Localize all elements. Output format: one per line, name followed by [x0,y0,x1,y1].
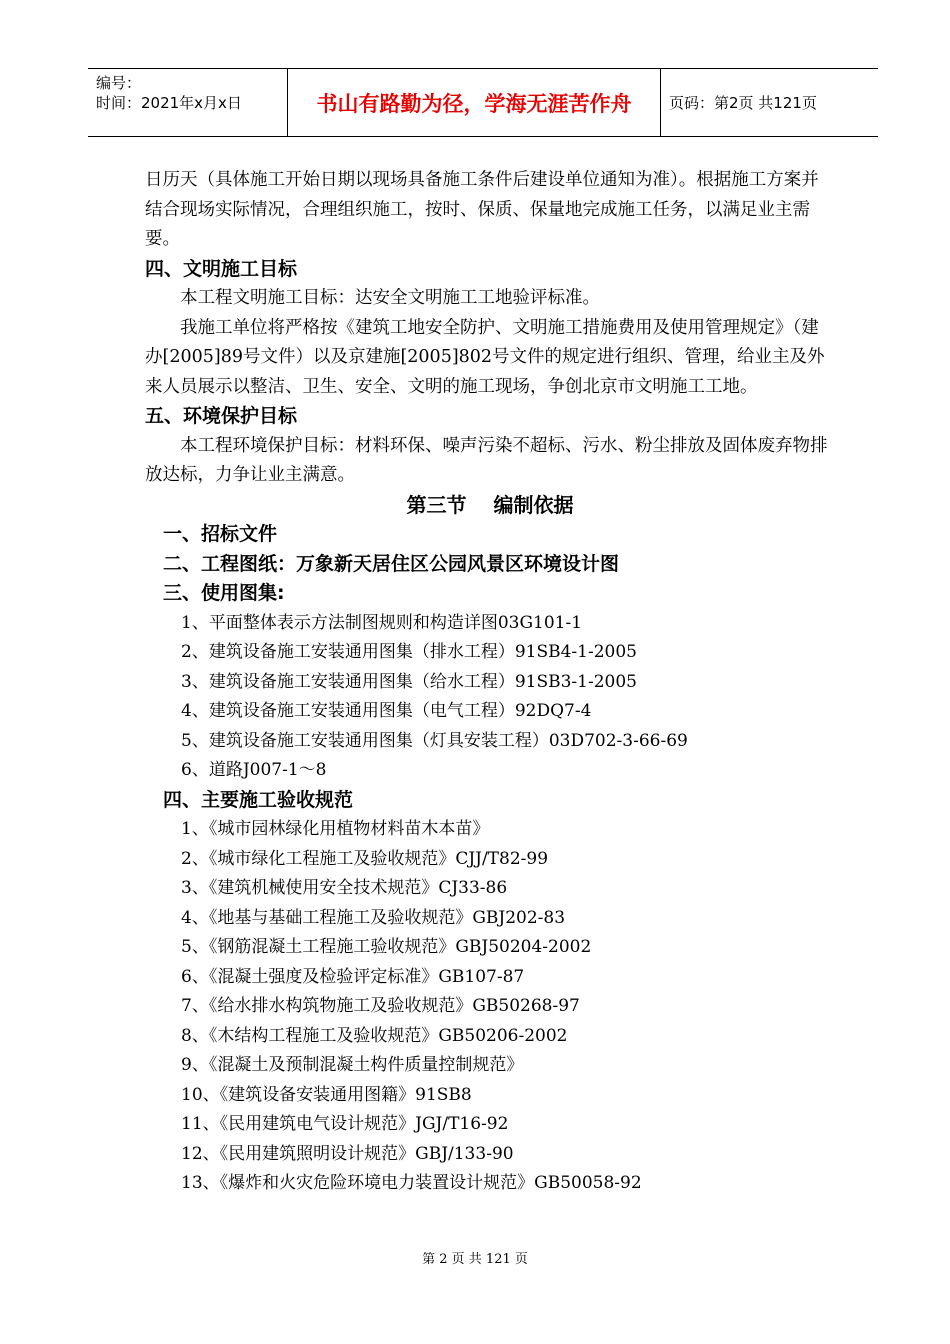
list-item: 3、建筑设备施工安装通用图集（给水工程）91SB3-1-2005 [181,671,637,692]
list-item: 6、《混凝土强度及检验评定标准》GB107-87 [181,966,525,987]
time-label: 时间：2021年x月x日 [96,94,242,112]
page-footer: 第 2 页 共 121 页 [422,1252,528,1267]
document-body [145,166,835,1199]
page-header [88,68,878,137]
list-item: 1、《城市园林绿化用植物材料苗木本苗》 [181,819,490,839]
chapter3-heading-4: 四、主要施工验收规范 [163,788,354,811]
number-label: 编号： [96,74,142,92]
section4-title: 四、文明施工目标 [145,257,298,280]
list-item: 3、《建筑机械使用安全技术规范》CJ33-86 [181,878,508,898]
list-item: 2、建筑设备施工安装通用图集（排水工程）91SB4-1-2005 [181,642,637,662]
section4-paragraph-1: 本工程文明施工目标：达安全文明施工工地验评标准。 [180,288,600,308]
list-item: 4、《地基与基础工程施工及验收规范》GBJ202-83 [181,907,566,928]
specs-list [145,815,835,1199]
chapter3-heading-2: 二、工程图纸：万象新天居住区公园风景区环境设计图 [163,552,620,575]
section5-title: 五、环境保护目标 [145,405,298,427]
list-item: 4、建筑设备施工安装通用图集（电气工程）92DQ7-4 [181,701,592,721]
list-item: 7、《给水排水构筑物施工及验收规范》GB50268-97 [181,996,580,1016]
header-motto: 书山有路勤为径，学海无涯苦作舟 [288,69,661,136]
chapter3-title: 第三节 编制依据 [406,492,574,517]
list-item: 13、《爆炸和火灾危险环境电力装置设计规范》GB50058-92 [181,1173,642,1193]
intro-paragraph: 日历天（具体施工开始日期以现场具备施工条件后建设单位通知为准）。根据施工方案并结合现场实际情况，合理组织施工，按时、保质、保量地完成施工任务，以满足业主需要。 [145,170,819,249]
list-item: 12、《民用建筑照明设计规范》GBJ/133-90 [181,1143,514,1164]
header-meta [88,69,288,136]
list-item: 5、《钢筋混凝土工程施工验收规范》GBJ50204-2002 [181,937,592,957]
header-page-info: 页码：第2页 共121页 [669,94,817,112]
list-item: 6、道路J007-1～8 [181,760,327,780]
list-item: 11、《民用建筑电气设计规范》JGJ/T16-92 [181,1114,509,1134]
section4-paragraph-2: 我施工单位将严格按《建筑工地安全防护、文明施工措施费用及使用管理规定》（建办[2005]89号文件）以及京建施[2005]802号文件的规定进行组织、管理，给业主及外来人员展示以整洁、卫生、安全、文明的施工现场，争创北京市文明施工工地。 [145,317,825,397]
chapter3-heading-1: 一、招标文件 [163,523,278,545]
atlas-list [145,609,835,786]
list-item: 2、《城市绿化工程施工及验收规范》CJJ/T82-99 [181,848,549,869]
list-item: 5、建筑设备施工安装通用图集（灯具安装工程）03D702-3-66-69 [181,730,688,751]
section5-paragraph-1: 本工程环境保护目标：材料环保、噪声污染不超标、污水、粉尘排放及固体废弃物排放达标，力争让业主满意。 [145,435,828,485]
list-item: 10、《建筑设备安装通用图籍》91SB8 [181,1084,472,1105]
list-item: 1、平面整体表示方法制图规则和构造详图03G101-1 [181,612,583,633]
list-item: 8、《木结构工程施工及验收规范》GB50206-2002 [181,1025,568,1046]
chapter3-heading-3: 三、使用图集: [163,582,285,604]
list-item: 9、《混凝土及预制混凝土构件质量控制规范》 [181,1055,524,1075]
